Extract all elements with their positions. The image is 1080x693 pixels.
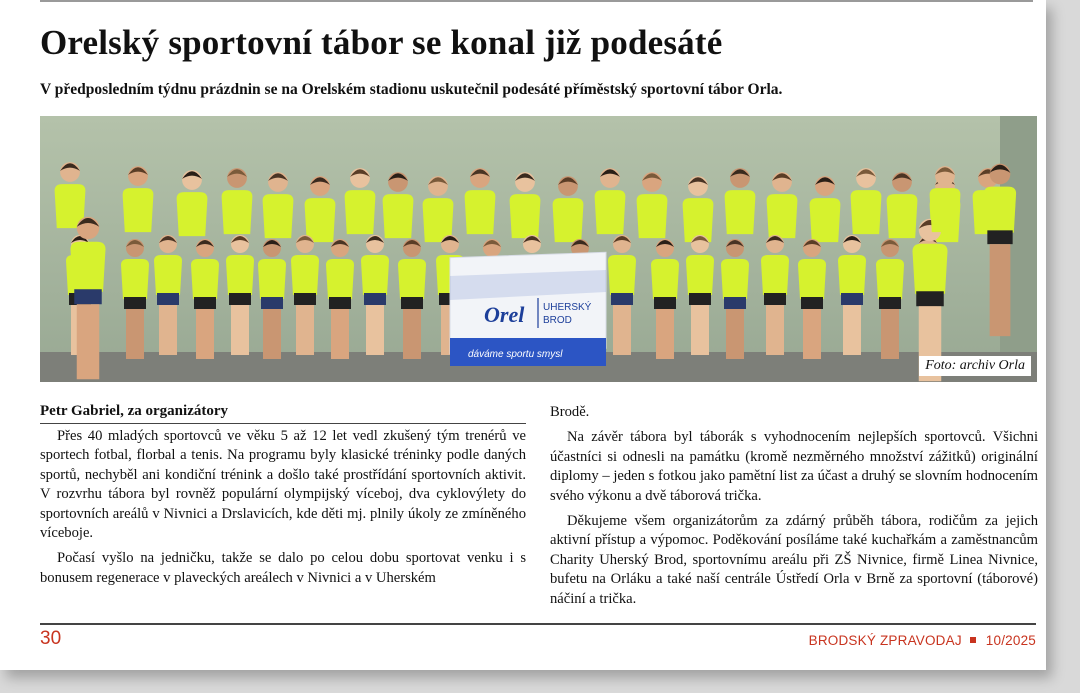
page-number: 30 [40,628,62,649]
top-rule [40,0,1033,2]
issue-number: 10/2025 [985,633,1036,648]
group-photo [40,116,1037,382]
paragraph: Děkujeme všem organizátorům za zdárný průběh tábora, rodičům za jejich aktivní přístup a výpomoc. Poděkování posíláme také kuchařkám a zaměstnancům Charity Uherský Brod, sportovnímu areálu při ZŠ Nivnice, firmě Linea Nivnice, bufetu na Orláku a také naší centrále Ústředí Orla v Brně za sportovní (táborové) náčiní a trička. [550,513,1038,607]
photo-credit: Foto: archiv Orla [919,356,1031,376]
footer-square-icon [970,637,976,643]
banner-place-line2: BROD [543,315,572,326]
paragraph-continuation: Brodě. [550,404,590,420]
article-headline: Orelský sportovní tábor se konal již podesáté [40,23,723,62]
banner-place-line1: UHERSKÝ [543,302,592,313]
publication-name: BRODSKÝ ZPRAVODAJ [808,633,962,648]
footer-rule [40,623,1036,625]
paragraph: Počasí vyšlo na jedničku, takže se dalo po celou dobu sportovat venku i s bonusem regenerace v plaveckých areálech v Nivnici a v Uherském [40,550,526,586]
article-author: Petr Gabriel, za organizátory [40,401,526,424]
column-right [550,403,1038,615]
footer-publication [809,633,1036,648]
orel-banner [450,252,606,366]
group-photo-illustration [40,116,1037,382]
banner-slogan: dáváme sportu smysl [468,349,563,360]
paragraph: Na závěr tábora byl táborák s vyhodnocením nejlepších sportovců. Všichni účastníci si odnesli na památku (kromě nezměrného množství zážitků) originální diplomy – jeden s fotkou jako pamětní list za účast a druhý se slovním hodnocením svého výkonu a dvě táborová trička. [550,429,1038,504]
article-lead: V předposledním týdnu prázdnin se na Orelském stadionu uskutečnil podesáté příměstský sportovní tábor Orla. [40,81,783,98]
paragraph: Přes 40 mladých sportovců ve věku 5 až 12 let vedl zkušený tým trenérů ve sportech fotbal, florbal a tenis. Na programu byly klasické tréninky podle daných sportů, nechyběl ani kondiční trénink a došlo také prostřídání sportovních aktivit. V rozvrhu tábora byl rovněž populární olympijský víceboj, dva cyklovýlety do sportovních areálů v Nivnici a Drslavicích, kde děti mj. plnily úkoly ze zmíněného víceboje. [40,428,526,542]
banner-brand: Orel [484,302,525,327]
column-left [40,401,526,594]
